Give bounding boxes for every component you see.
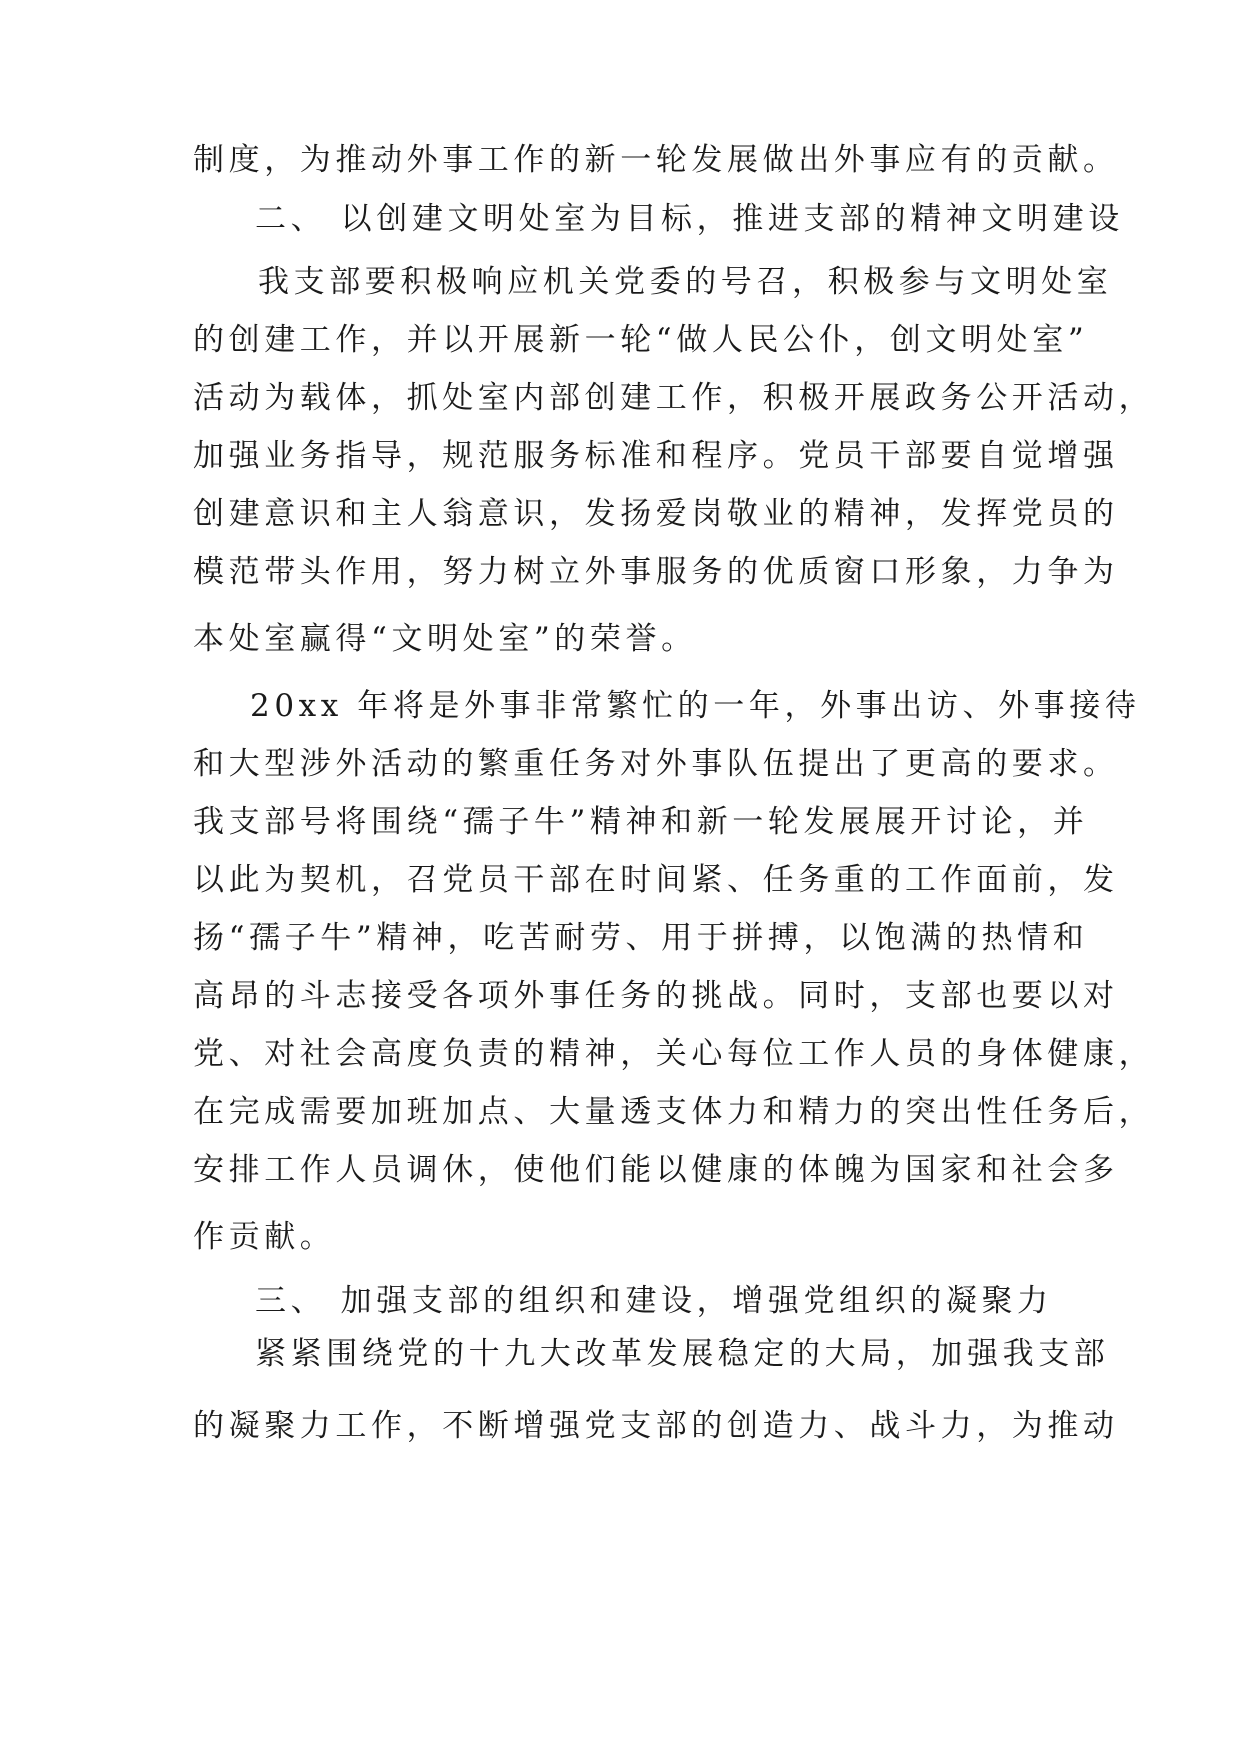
text-line: 创建意识和主人翁意识，发扬爱岗敬业的精神，发挥党员的 xyxy=(193,496,1119,532)
text-line: 我支部要积极响应机关党委的号召，积极参与文明处室 xyxy=(258,264,1113,300)
text-line: 制度，为推动外事工作的新一轮发展做出外事应有的贡献。 xyxy=(193,142,1119,178)
section-heading-2: 二、 以创建文明处室为目标，推进支部的精神文明建设 xyxy=(255,201,1124,237)
text-line: 20xx 年将是外事非常繁忙的一年，外事出访、外事接待 xyxy=(250,688,1141,724)
text-line: 本处室赢得“文明处室”的荣誉。 xyxy=(193,621,697,657)
text-line: 安排工作人员调休，使他们能以健康的体魄为国家和社会多 xyxy=(193,1152,1119,1188)
text-line: 在完成需要加班加点、大量透支体力和精力的突出性任务后， xyxy=(193,1094,1155,1130)
text-line: 模范带头作用，努力树立外事服务的优质窗口形象，力争为 xyxy=(193,554,1119,590)
section-heading-3: 三、 加强支部的组织和建设，增强党组织的凝聚力 xyxy=(255,1283,1053,1319)
text-line: 紧紧围绕党的十九大改革发展稳定的大局，加强我支部 xyxy=(255,1336,1110,1372)
text-line: 以此为契机，召党员干部在时间紧、任务重的工作面前，发 xyxy=(193,862,1119,898)
text-line: 活动为载体，抓处室内部创建工作，积极开展政务公开活动， xyxy=(193,380,1155,416)
text-line: 的创建工作，并以开展新一轮“做人民公仆，创文明处室” xyxy=(193,322,1089,358)
text-line: 作贡献。 xyxy=(193,1219,336,1255)
text-line: 扬“孺子牛”精神，吃苦耐劳、用于拼搏，以饱满的热情和 xyxy=(193,920,1089,956)
text-line: 我支部号将围绕“孺子牛”精神和新一轮发展展开讨论，并 xyxy=(193,804,1089,840)
text-line: 和大型涉外活动的繁重任务对外事队伍提出了更高的要求。 xyxy=(193,746,1119,782)
text-line: 高昂的斗志接受各项外事任务的挑战。同时，支部也要以对 xyxy=(193,978,1119,1014)
text-line: 加强业务指导，规范服务标准和程序。党员干部要自觉增强 xyxy=(193,438,1119,474)
text-line: 党、对社会高度负责的精神，关心每位工作人员的身体健康， xyxy=(193,1036,1155,1072)
text-line: 的凝聚力工作，不断增强党支部的创造力、战斗力，为推动 xyxy=(193,1408,1119,1444)
